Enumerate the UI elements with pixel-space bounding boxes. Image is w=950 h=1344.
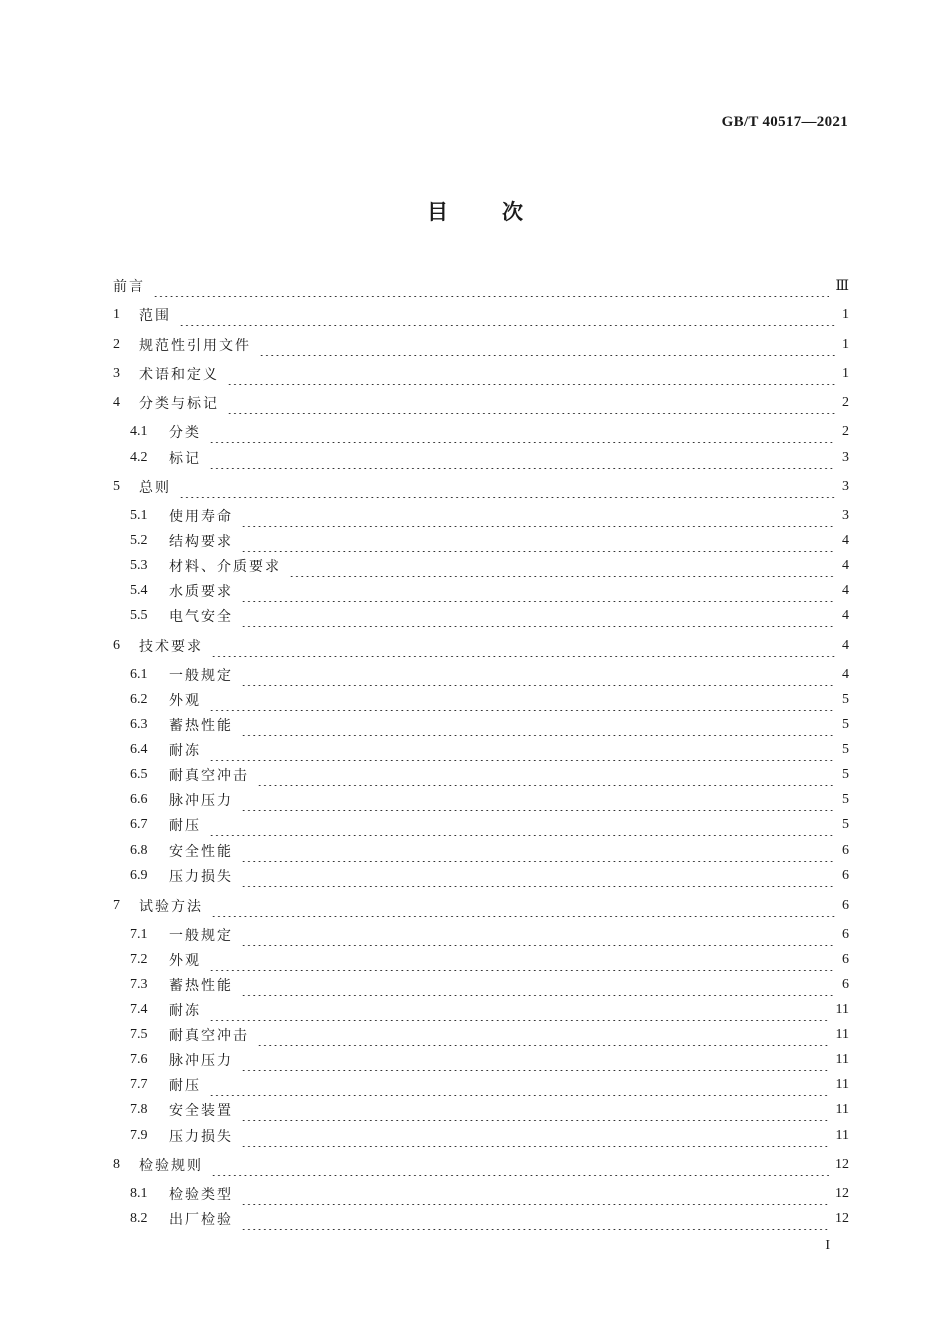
toc-entry-title: 耐冻 <box>169 1003 201 1019</box>
toc-leader-dots <box>211 895 835 917</box>
toc-entry-number: 6.3 <box>130 717 148 732</box>
toc-entry-page: 3 <box>842 479 849 494</box>
toc-entry-page: 4 <box>842 638 849 653</box>
toc-leader-dots <box>241 580 835 602</box>
toc-leader-dots <box>211 1154 829 1176</box>
toc-entry-page: 6 <box>842 843 849 858</box>
toc-entry[interactable] <box>113 895 849 917</box>
toc-leader-dots <box>257 764 835 786</box>
toc-leader-dots <box>179 476 835 498</box>
toc-entry-title: 蓄热性能 <box>169 978 233 994</box>
toc-entry[interactable] <box>130 1183 849 1205</box>
toc-leader-dots <box>241 924 835 946</box>
toc-leader-dots <box>289 555 835 577</box>
toc-leader-dots <box>227 363 835 385</box>
toc-entry-page: 5 <box>842 692 849 707</box>
toc-entry[interactable] <box>130 1099 849 1121</box>
toc-entry-page: 3 <box>842 450 849 465</box>
toc-entry[interactable] <box>130 840 849 862</box>
toc-entry-page: 1 <box>842 366 849 381</box>
toc-entry-page: 4 <box>842 608 849 623</box>
toc-entry-page: 11 <box>835 1102 849 1117</box>
toc-leader-dots <box>259 334 835 356</box>
toc-leader-dots <box>241 865 835 887</box>
toc-leader-dots <box>179 304 835 326</box>
toc-leader-dots <box>209 814 835 836</box>
toc-entry[interactable] <box>130 505 849 527</box>
toc-entry-number: 5.4 <box>130 583 148 598</box>
toc-entry-number: 7.7 <box>130 1077 148 1092</box>
toc-leader-dots <box>209 949 835 971</box>
toc-entry-title: 耐真空冲击 <box>169 768 249 784</box>
toc-entry-page: 3 <box>842 508 849 523</box>
toc-entry-title: 规范性引用文件 <box>139 338 251 354</box>
toc-entry-number: 7.6 <box>130 1052 148 1067</box>
toc-entry[interactable] <box>130 739 849 761</box>
toc-entry-title: 一般规定 <box>169 668 233 684</box>
toc-leader-dots <box>241 714 835 736</box>
toc-leader-dots <box>241 840 835 862</box>
toc-entry[interactable] <box>130 664 849 686</box>
toc-entry-title: 术语和定义 <box>139 367 219 383</box>
toc-leader-dots <box>241 530 835 552</box>
toc-entry-title: 范围 <box>139 308 171 324</box>
toc-entry-number: 5 <box>113 479 120 494</box>
toc-entry[interactable] <box>130 1049 849 1071</box>
toc-entry-title: 结构要求 <box>169 534 233 550</box>
toc-entry-page: 5 <box>842 742 849 757</box>
toc-leader-dots <box>241 1208 829 1230</box>
toc-entry-title: 压力损失 <box>169 869 233 885</box>
toc-entry-number: 6.1 <box>130 667 148 682</box>
toc-entry-title: 安全装置 <box>169 1103 233 1119</box>
toc-entry-number: 6.7 <box>130 817 148 832</box>
toc-entry-title: 耐冻 <box>169 743 201 759</box>
toc-entry-number: 5.5 <box>130 608 148 623</box>
toc-entry-title: 总则 <box>139 480 171 496</box>
toc-entry-title: 出厂检验 <box>169 1212 233 1228</box>
toc-leader-dots <box>209 447 835 469</box>
toc-entry-page: 4 <box>842 533 849 548</box>
toc-entry-title: 蓄热性能 <box>169 718 233 734</box>
toc-entry-title: 材料、介质要求 <box>169 559 281 575</box>
toc-entry-page: 5 <box>842 767 849 782</box>
toc-leader-dots <box>153 275 829 297</box>
toc-entry[interactable] <box>130 447 849 469</box>
toc-entry[interactable] <box>130 949 849 971</box>
toc-entry[interactable] <box>130 1024 849 1046</box>
toc-entry-page: 4 <box>842 583 849 598</box>
toc-entry-page: 11 <box>835 1052 849 1067</box>
toc-leader-dots <box>241 1125 830 1147</box>
toc-entry-title: 水质要求 <box>169 584 233 600</box>
toc-entry[interactable] <box>130 555 849 577</box>
toc-leader-dots <box>227 392 835 414</box>
toc-entry-page: 1 <box>842 337 849 352</box>
toc-entry-page: 4 <box>842 667 849 682</box>
toc-leader-dots <box>241 1183 829 1205</box>
toc-entry-number: 8 <box>113 1157 120 1172</box>
standard-number: GB/T 40517—2021 <box>721 114 848 130</box>
page-folio: I <box>825 1238 830 1253</box>
toc-entry-title: 外观 <box>169 953 201 969</box>
toc-entry-number: 7.9 <box>130 1128 148 1143</box>
toc-entry[interactable] <box>113 334 849 356</box>
toc-entry-title: 标记 <box>169 451 201 467</box>
toc-entry-number: 5.3 <box>130 558 148 573</box>
toc-entry-number: 2 <box>113 337 120 352</box>
toc-entry-page: 5 <box>842 717 849 732</box>
toc-entry-number: 3 <box>113 366 120 381</box>
toc-entry-number: 7 <box>113 898 120 913</box>
toc-entry-page: 6 <box>842 898 849 913</box>
toc-entry-page: 12 <box>835 1211 849 1226</box>
toc-entry-title: 耐真空冲击 <box>169 1028 249 1044</box>
toc-entry-number: 8.1 <box>130 1186 148 1201</box>
toc-entry-page: 5 <box>842 817 849 832</box>
toc-leader-dots <box>257 1024 830 1046</box>
toc-entry-title: 使用寿命 <box>169 509 233 525</box>
toc-entry-number: 8.2 <box>130 1211 148 1226</box>
toc-entry[interactable] <box>130 924 849 946</box>
toc-entry-number: 7.1 <box>130 927 148 942</box>
toc-entry-page: 12 <box>835 1157 849 1172</box>
toc-entry[interactable] <box>113 304 849 326</box>
toc-entry-number: 6.9 <box>130 868 148 883</box>
toc-entry-page: 6 <box>842 977 849 992</box>
toc-leader-dots <box>241 1099 830 1121</box>
toc-entry-page: 12 <box>835 1186 849 1201</box>
toc-entry-number: 6 <box>113 638 120 653</box>
toc-entry[interactable] <box>113 275 849 297</box>
toc-entry[interactable] <box>113 392 849 414</box>
toc-entry[interactable] <box>130 814 849 836</box>
toc-entry-title: 前言 <box>113 279 145 295</box>
toc-entry[interactable] <box>130 865 849 887</box>
toc-entry[interactable] <box>130 999 849 1021</box>
toc-leader-dots <box>211 635 835 657</box>
toc-entry-number: 4 <box>113 395 120 410</box>
toc-entry[interactable] <box>130 530 849 552</box>
toc-leader-dots <box>241 974 835 996</box>
toc-entry-page: 2 <box>842 424 849 439</box>
toc-entry[interactable] <box>113 476 849 498</box>
toc-entry-title: 耐压 <box>169 818 201 834</box>
toc-entry-number: 6.5 <box>130 767 148 782</box>
toc-entry-title: 电气安全 <box>169 609 233 625</box>
toc-entry[interactable] <box>130 689 849 711</box>
toc-entry-title: 外观 <box>169 693 201 709</box>
toc-entry-page: 5 <box>842 792 849 807</box>
toc-entry-title: 分类 <box>169 425 201 441</box>
toc-entry-title: 脉冲压力 <box>169 1053 233 1069</box>
toc-entry[interactable] <box>130 974 849 996</box>
toc-entry-number: 6.8 <box>130 843 148 858</box>
toc-entry-title: 一般规定 <box>169 928 233 944</box>
toc-entry-number: 6.2 <box>130 692 148 707</box>
toc-entry-title: 压力损失 <box>169 1129 233 1145</box>
toc-entry[interactable] <box>130 714 849 736</box>
toc-leader-dots <box>209 689 835 711</box>
toc-entry-title: 耐压 <box>169 1078 201 1094</box>
toc-entry[interactable] <box>130 605 849 627</box>
toc-entry-number: 7.8 <box>130 1102 148 1117</box>
toc-entry-title: 脉冲压力 <box>169 793 233 809</box>
toc-entry[interactable] <box>130 1208 849 1230</box>
toc-entry-page: 2 <box>842 395 849 410</box>
toc-leader-dots <box>241 664 835 686</box>
toc-entry[interactable] <box>130 764 849 786</box>
toc-entry-number: 6.6 <box>130 792 148 807</box>
toc-entry-title: 试验方法 <box>139 899 203 915</box>
toc-entry-page: 11 <box>835 1002 849 1017</box>
toc-entry-number: 7.4 <box>130 1002 148 1017</box>
toc-entry-number: 7.5 <box>130 1027 148 1042</box>
toc-entry-page: 6 <box>842 952 849 967</box>
toc-entry-page: 11 <box>835 1027 849 1042</box>
toc-entry-page: 11 <box>835 1128 849 1143</box>
toc-entry-page: Ⅲ <box>835 278 849 294</box>
toc-entry[interactable] <box>130 789 849 811</box>
toc-entry-title: 分类与标记 <box>139 396 219 412</box>
toc-entry-page: 1 <box>842 307 849 322</box>
toc-entry-number: 4.2 <box>130 450 148 465</box>
toc-title: 目次 <box>427 200 577 224</box>
toc-entry-number: 5.2 <box>130 533 148 548</box>
toc-entry[interactable] <box>130 421 849 443</box>
toc-entry-title: 技术要求 <box>139 639 203 655</box>
toc-entry[interactable] <box>130 580 849 602</box>
toc-entry-number: 4.1 <box>130 424 148 439</box>
toc-entry-title: 检验类型 <box>169 1187 233 1203</box>
toc-leader-dots <box>209 739 835 761</box>
toc-leader-dots <box>241 789 835 811</box>
toc-leader-dots <box>241 1049 830 1071</box>
toc-entry-page: 6 <box>842 868 849 883</box>
toc-leader-dots <box>241 605 835 627</box>
toc-leader-dots <box>209 421 835 443</box>
toc-entry[interactable] <box>130 1125 849 1147</box>
toc-entry[interactable] <box>113 635 849 657</box>
toc-entry-number: 7.2 <box>130 952 148 967</box>
toc-entry-page: 6 <box>842 927 849 942</box>
toc-entry-number: 1 <box>113 307 120 322</box>
toc-entry-title: 检验规则 <box>139 1158 203 1174</box>
toc-entry[interactable] <box>130 1074 849 1096</box>
toc-entry-number: 7.3 <box>130 977 148 992</box>
toc-entry-page: 11 <box>835 1077 849 1092</box>
toc-leader-dots <box>241 505 835 527</box>
toc-entry-number: 5.1 <box>130 508 148 523</box>
toc-entry-number: 6.4 <box>130 742 148 757</box>
toc-entry[interactable] <box>113 363 849 385</box>
toc-leader-dots <box>209 999 830 1021</box>
toc-entry-title: 安全性能 <box>169 844 233 860</box>
toc-entry[interactable] <box>113 1154 849 1176</box>
toc-leader-dots <box>209 1074 830 1096</box>
toc-entry-page: 4 <box>842 558 849 573</box>
